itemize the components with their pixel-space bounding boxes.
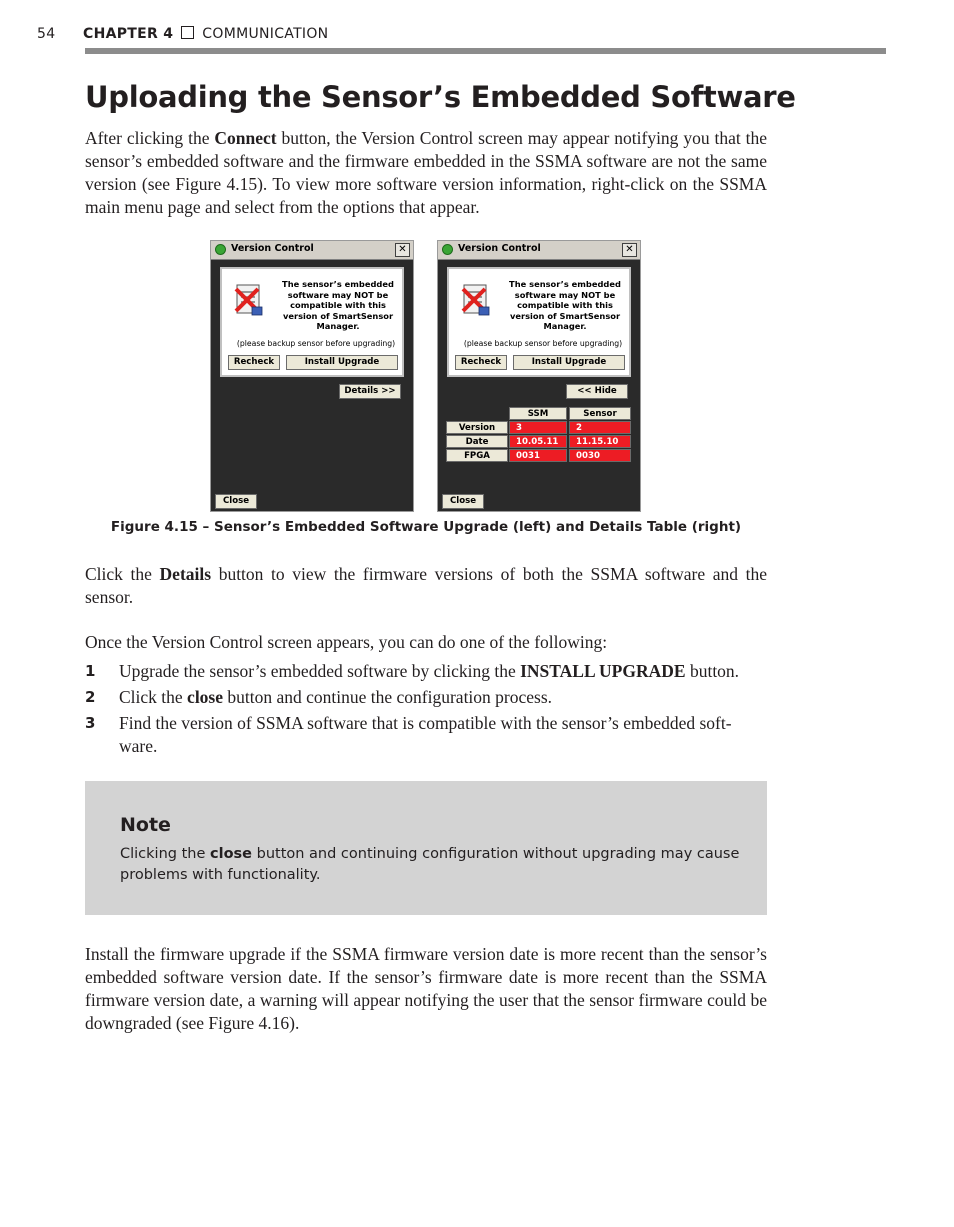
final-paragraph: Install the firmware upgrade if the SSMA firmware version date is more recent than the sensor’s embedded software version date. If the sensor’s firmware date is more recent than the SSMA firmware version date, a warning will appear notifying the user that the sensor firmware could be downgraded (see Figure 4.16). (85, 944, 767, 1033)
hide-button[interactable]: << Hide (566, 384, 628, 399)
cell-ssm-date: 10.05.11 (509, 435, 567, 448)
list-number: 2 (85, 688, 96, 706)
note-body (120, 844, 750, 886)
compatibility-message: The sensor’s embedded software may NOT be compatible with this version of SmartSensor Manager. (282, 279, 394, 331)
version-control-window-left (210, 240, 414, 512)
note-text-2: button and continuing configuration without upgrading may cause problems with functionality. (120, 846, 740, 883)
list-number: 3 (85, 714, 96, 732)
page-number: 54 (37, 26, 56, 42)
close-button[interactable]: Close (442, 494, 484, 509)
app-icon (442, 244, 453, 255)
list-text-end: button and continue the configuration process. (223, 687, 553, 707)
section-label: COMMUNICATION (202, 26, 329, 42)
intro-text-1: After clicking the (85, 128, 215, 148)
close-icon[interactable]: ✕ (395, 243, 410, 257)
install-upgrade-button[interactable]: Install Upgrade (513, 355, 625, 370)
list-item (85, 686, 767, 709)
row-label-date: Date (446, 435, 508, 448)
cell-sensor-fpga: 0030 (569, 449, 631, 462)
message-panel (220, 267, 404, 377)
intro-text-2: button, the Version Control screen may appear notifying you that the sensor’s embedded software and the firmware embedded in the SSMA software are not the same version (see Figure 4.15). To view more software version information, right-click on the SSMA main menu page and select from the options that appear. (85, 128, 767, 217)
window-titlebar (211, 241, 413, 260)
list-number: 1 (85, 662, 96, 680)
close-button[interactable]: Close (215, 494, 257, 509)
list-text: Click the (119, 687, 188, 707)
details-text-1: Click the (85, 564, 160, 584)
window-title: Version Control (231, 243, 314, 254)
recheck-button[interactable]: Recheck (228, 355, 280, 370)
row-label-fpga: FPGA (446, 449, 508, 462)
chapter-label: CHAPTER 4 (83, 26, 174, 42)
row-label-version: Version (446, 421, 508, 434)
cell-ssm-fpga: 0031 (509, 449, 567, 462)
list-item (85, 660, 767, 683)
details-bold: Details (159, 564, 212, 584)
backup-note: (please backup sensor before upgrading) (463, 339, 623, 348)
column-header-ssm: SSM (509, 407, 567, 420)
window-titlebar (438, 241, 640, 260)
details-text-2: button to view the firmware versions of both the SSMA software and the sensor. (85, 564, 768, 607)
column-header-sensor: Sensor (569, 407, 631, 420)
note-box (85, 781, 767, 915)
warning-document-icon (461, 283, 491, 317)
install-upgrade-button[interactable]: Install Upgrade (286, 355, 398, 370)
warning-document-icon (234, 283, 264, 317)
note-bold: close (210, 846, 252, 862)
list-text-end: button. (685, 661, 740, 681)
page-title: Uploading the Sensor’s Embedded Software (85, 80, 796, 114)
list-item (85, 712, 767, 758)
note-title: Note (120, 814, 171, 836)
version-control-window-right (437, 240, 641, 512)
intro-bold-connect: Connect (214, 128, 277, 148)
app-icon (215, 244, 226, 255)
cell-sensor-version: 2 (569, 421, 631, 434)
compatibility-message: The sensor’s embedded software may NOT be compatible with this version of SmartSensor Manager. (509, 279, 621, 331)
options-list (85, 660, 767, 761)
note-text-1: Clicking the (120, 846, 210, 862)
window-title: Version Control (458, 243, 541, 254)
backup-note: (please backup sensor before upgrading) (236, 339, 396, 348)
options-intro-paragraph: Once the Version Control screen appears, you can do one of the following: (85, 632, 608, 652)
separator-box-icon (181, 26, 194, 39)
cell-ssm-version: 3 (509, 421, 567, 434)
list-text: Find the version of SSMA software that is compatible with the sensor’s embedded soft-ware. (119, 713, 732, 756)
details-button[interactable]: Details >> (339, 384, 401, 399)
running-header (37, 26, 328, 42)
recheck-button[interactable]: Recheck (455, 355, 507, 370)
message-panel (447, 267, 631, 377)
list-bold: INSTALL UPGRADE (520, 661, 686, 681)
details-paragraph (85, 563, 767, 609)
header-rule (85, 48, 886, 54)
intro-paragraph (85, 127, 767, 219)
cell-sensor-date: 11.15.10 (569, 435, 631, 448)
figure-caption: Figure 4.15 – Sensor’s Embedded Software Upgrade (left) and Details Table (right) (110, 519, 742, 535)
list-bold: close (187, 687, 224, 707)
list-text: Upgrade the sensor’s embedded software by clicking the (119, 661, 521, 681)
close-icon[interactable]: ✕ (622, 243, 637, 257)
